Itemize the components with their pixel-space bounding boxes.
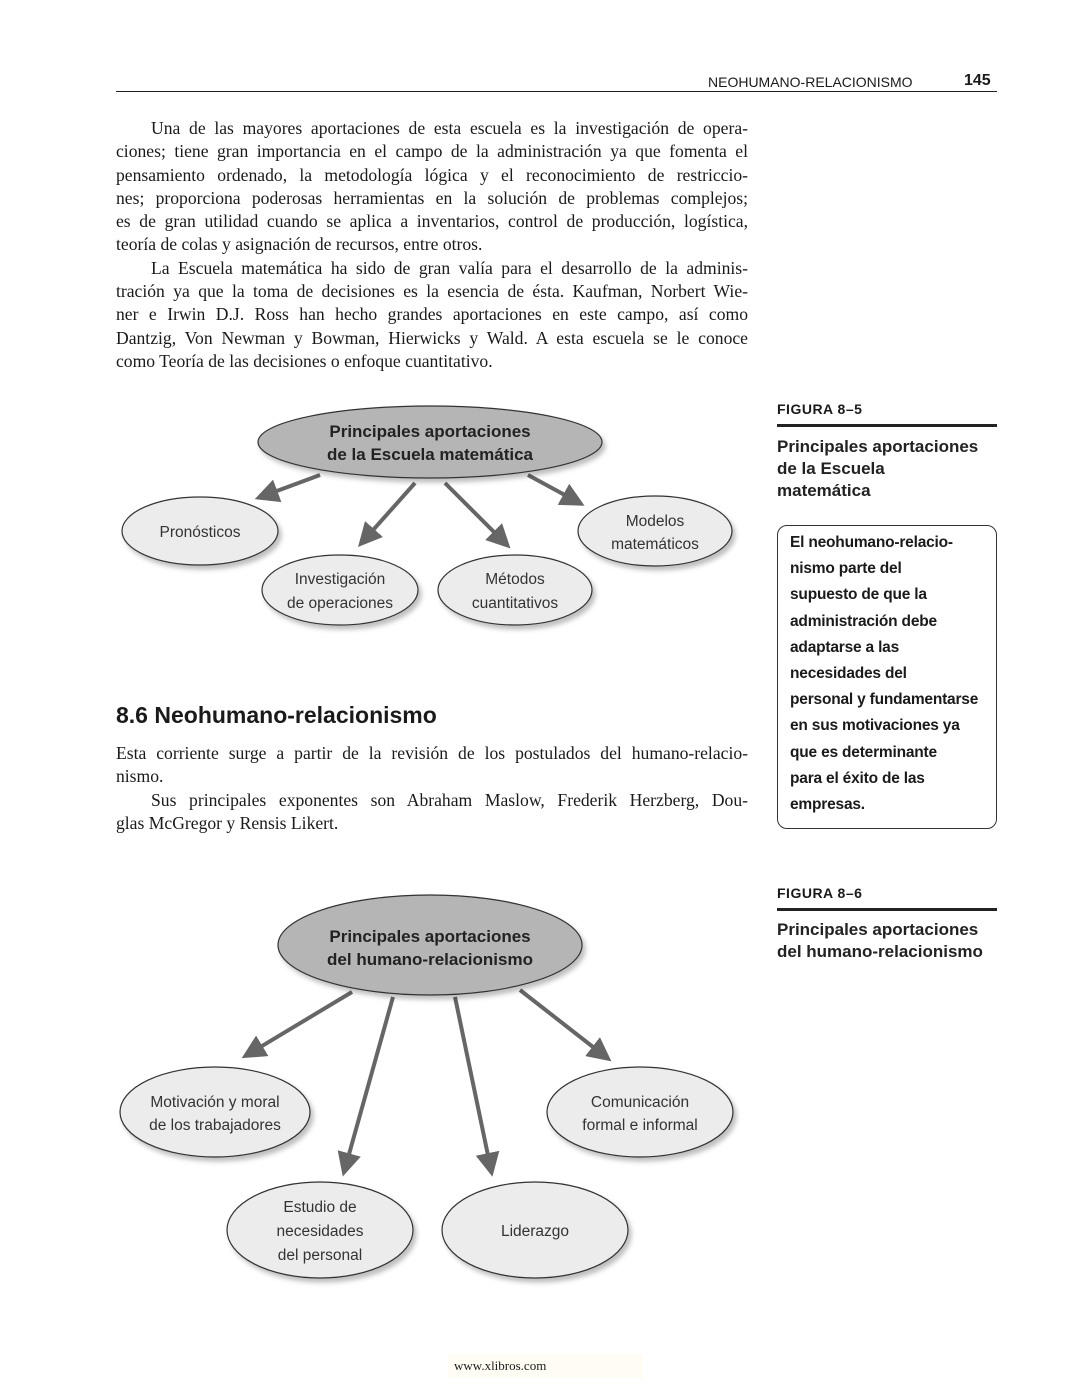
running-header: NEOHUMANO-RELACIONISMO <box>708 74 913 90</box>
callout-line: que es determinante <box>790 743 937 761</box>
node-label: cuantitativos <box>471 595 559 612</box>
arrow <box>366 483 415 538</box>
callout-box <box>777 525 997 829</box>
node-label: necesidades <box>276 1223 364 1240</box>
main-label: Principales aportaciones <box>329 927 531 946</box>
node-label: Estudio de <box>283 1199 357 1216</box>
watermark: www.xlibros.com <box>448 1354 643 1378</box>
node-ellipse <box>438 555 592 625</box>
text-line: nismo. <box>116 766 164 787</box>
node-label: matemáticos <box>611 536 699 553</box>
node-label: Liderazgo <box>500 1223 570 1240</box>
section-body-text <box>116 742 748 835</box>
text-line: ner e Irwin D.J. Ross han hecho grandes aportaciones en este campo, así como <box>116 304 748 325</box>
caption-line: matemática <box>777 481 871 500</box>
arrow <box>455 997 490 1165</box>
figure-rule <box>777 424 997 427</box>
callout-line: supuesto de que la <box>790 586 927 604</box>
text-line: es de gran utilidad cuando se aplica a inventarios, control de producción, logística, <box>116 211 748 232</box>
node-label: de los trabajadores <box>149 1117 281 1134</box>
node-label: Investigación <box>294 571 386 588</box>
arrow <box>346 997 393 1165</box>
callout-line: El neohumano-relacio- <box>790 534 953 551</box>
arrow <box>266 475 320 495</box>
text-line: Dantzig, Von Newman y Bowman, Hierwicks y Wald. A esta escuela se le conoce <box>116 327 748 348</box>
arrow <box>252 992 352 1052</box>
text-line: Una de las mayores aportaciones de esta escuela es la investigación de opera- <box>151 118 748 138</box>
main-label: de la Escuela matemática <box>326 445 534 464</box>
text-line: Sus principales exponentes son Abraham Maslow, Frederik Herzberg, Dou- <box>151 789 748 810</box>
callout-line: para el éxito de las <box>790 769 925 787</box>
callout-line: administración debe <box>790 612 937 630</box>
text-line: pensamiento ordenado, la metodología lógica y el reconocimiento de restriccio- <box>116 164 748 185</box>
node-label: Pronósticos <box>159 524 241 541</box>
arrow <box>445 483 502 540</box>
node-ellipse <box>578 496 732 566</box>
callout-line: necesidades del <box>790 664 907 682</box>
text-line: ciones; tiene gran importancia en el campo de la administración ya que fomenta el <box>116 141 748 162</box>
node-label: Comunicación <box>590 1094 690 1111</box>
text-line: tración ya que la toma de decisiones es la esencia de ésta. Kaufman, Norbert Wie- <box>116 281 748 302</box>
caption-line: del humano-relacionismo <box>777 942 983 961</box>
arrow <box>520 990 602 1054</box>
text-line: glas McGregor y Rensis Likert. <box>116 812 339 833</box>
figure-8-6-diagram <box>120 895 733 1278</box>
callout-line: personal y fundamentarse <box>790 691 979 709</box>
callout-line: adaptarse a las <box>790 638 900 656</box>
figure-8-6-label: FIGURA 8–6 <box>777 885 863 901</box>
callout-line: empresas. <box>790 795 865 813</box>
node-label: de operaciones <box>287 595 393 612</box>
page-number: 145 <box>964 72 991 89</box>
caption-line: Principales aportaciones <box>777 437 979 456</box>
node-ellipse <box>547 1067 733 1157</box>
figure-rule <box>777 908 997 911</box>
text-line: como Teoría de las decisiones o enfoque cuantitativo. <box>116 350 493 371</box>
text-line: Esta corriente surge a partir de la revisión de los postulados del humano-relacio- <box>116 743 748 763</box>
figure-8-5-caption <box>777 436 1002 502</box>
text-line: La Escuela matemática ha sido de gran valía para el desarrollo de la adminis- <box>151 257 748 278</box>
node-label: del personal <box>277 1247 363 1264</box>
callout-line: nismo parte del <box>790 560 902 578</box>
figure-8-6-caption <box>777 919 1002 963</box>
node-label: Motivación y moral <box>150 1094 280 1111</box>
node-label: formal e informal <box>582 1117 698 1134</box>
main-label: Principales aportaciones <box>329 422 531 441</box>
figure-8-5-diagram <box>122 406 732 625</box>
node-label: Modelos <box>625 513 685 530</box>
caption-line: de la Escuela <box>777 459 885 478</box>
main-label: del humano-relacionismo <box>327 950 533 969</box>
section-heading: 8.6 Neohumano-relacionismo <box>116 702 437 728</box>
text-line: teoría de colas y asignación de recursos, entre otros. <box>116 234 483 255</box>
arrow <box>528 475 574 500</box>
figure-8-5-label: FIGURA 8–5 <box>777 401 863 417</box>
node-label: Métodos <box>485 571 545 588</box>
caption-line: Principales aportaciones <box>777 920 979 939</box>
node-ellipse <box>120 1067 310 1157</box>
node-ellipse <box>262 555 418 625</box>
main-ellipse <box>258 406 602 478</box>
text-line: nes; proporciona poderosas herramientas en la solución de problemas complejos; <box>116 187 748 208</box>
callout-line: en sus motivaciones ya <box>790 717 960 735</box>
